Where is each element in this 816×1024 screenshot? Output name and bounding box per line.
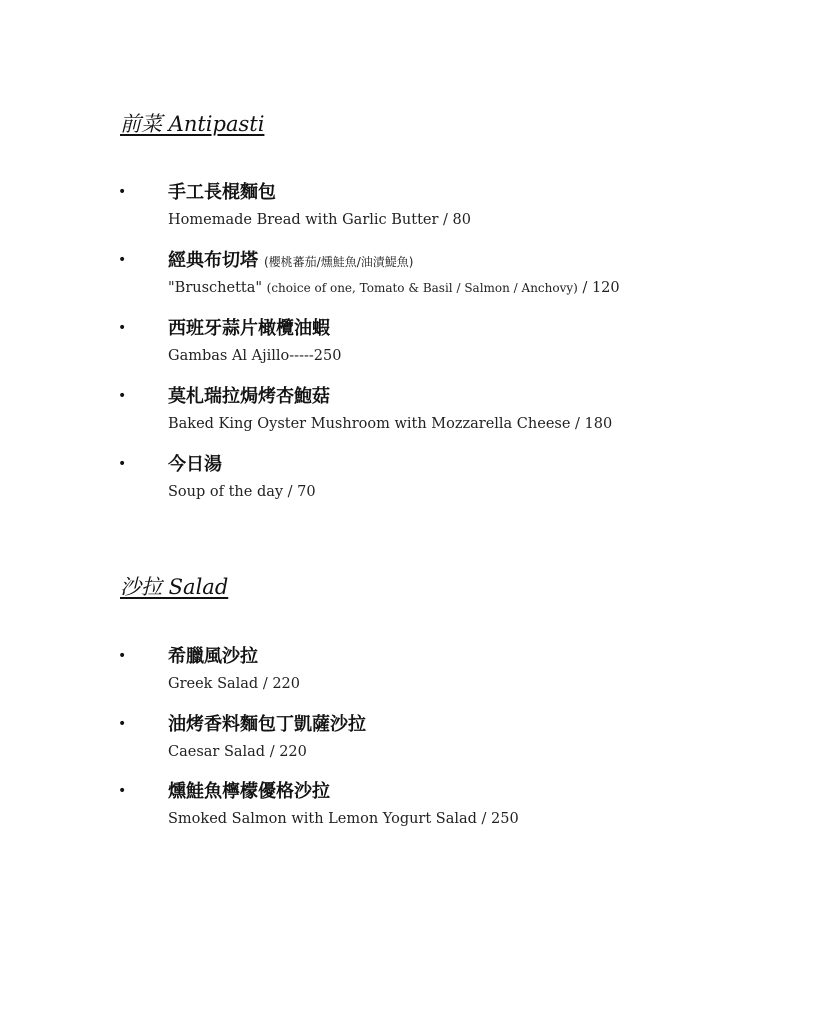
item-name-en: Caesar Salad / 220	[168, 744, 307, 760]
item-name-zh: 莫札瑞拉焗烤杏鮑菇	[168, 386, 330, 407]
item-name-en: Baked King Oyster Mushroom with Mozzarella Cheese / 180	[168, 416, 613, 432]
item-price: / 120	[582, 280, 620, 296]
bullet: •	[118, 388, 127, 404]
item-name-zh: 今日湯	[168, 454, 222, 475]
item-choice-en: (choice of one, Tomato & Basil / Salmon / Anchovy)	[266, 281, 578, 295]
bullet: •	[118, 783, 127, 799]
item-name-en: Smoked Salmon with Lemon Yogurt Salad / 250	[168, 811, 519, 827]
bullet: •	[118, 716, 127, 732]
bullet: •	[118, 184, 127, 200]
item-name-zh: 油烤香料麵包丁凱薩沙拉	[168, 714, 366, 735]
item-title-zh: 經典布切塔	[168, 250, 258, 271]
item-name-en: Homemade Bread with Garlic Butter / 80	[168, 212, 471, 228]
item-name-zh: 燻鮭魚檸檬優格沙拉	[168, 781, 330, 802]
item-name-en: Greek Salad / 220	[168, 676, 300, 692]
item-name-en: Soup of the day / 70	[168, 484, 316, 500]
item-name-zh: 西班牙蒜片橄欖油蝦	[168, 318, 330, 339]
item-note-zh: (櫻桃蕃茄/燻鮭魚/油漬鯷魚)	[264, 255, 414, 269]
item-name-zh: 手工長棍麵包	[168, 182, 276, 203]
salad-heading: 沙拉 Salad	[120, 575, 229, 599]
item-title-en: "Bruschetta"	[168, 280, 263, 296]
bullet: •	[118, 252, 127, 268]
item-name-en: Gambas Al Ajillo-----250	[168, 348, 342, 364]
item-name-zh: 希臘風沙拉	[168, 646, 258, 667]
bullet: •	[118, 320, 127, 336]
bullet: •	[118, 648, 127, 664]
bullet: •	[118, 456, 127, 472]
item-name-en	[168, 280, 620, 296]
item-name-zh	[168, 246, 413, 272]
antipasti-heading: 前菜 Antipasti	[120, 112, 265, 136]
